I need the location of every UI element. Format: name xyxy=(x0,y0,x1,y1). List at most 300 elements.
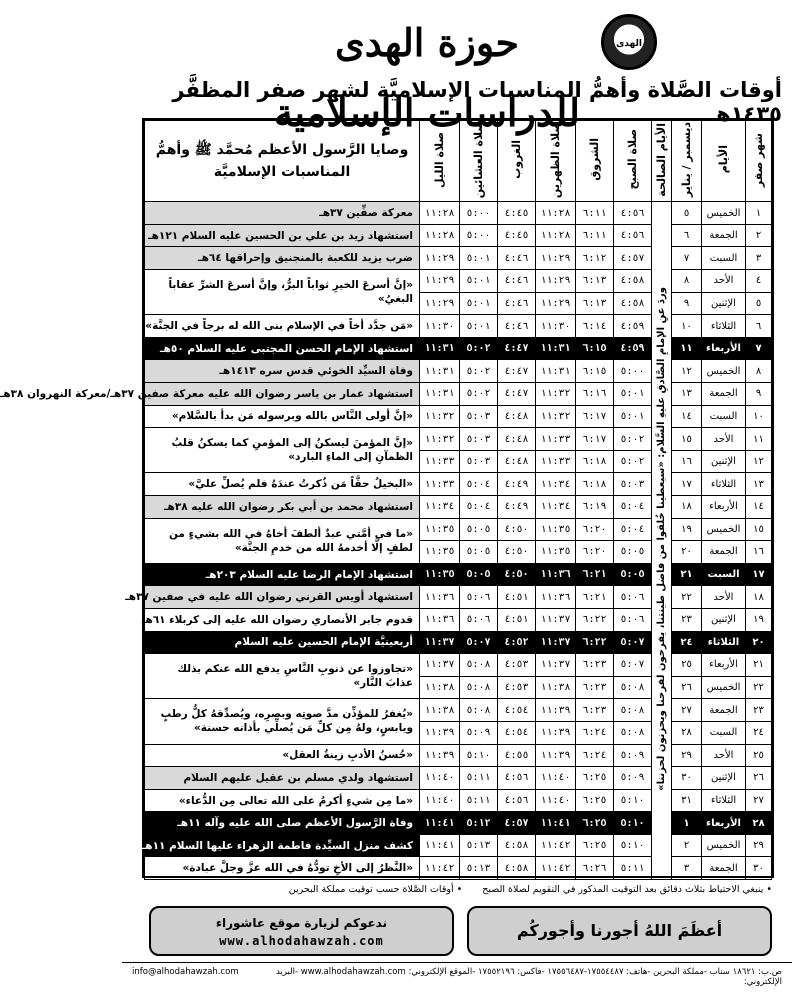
isha-time: ٥:٠١ xyxy=(460,292,498,315)
note-bahrain-time: • أوقات الصَّلاة حسب توقيت مملكة البحرين xyxy=(288,884,463,895)
fajr-time: ٥:٠١ xyxy=(614,405,652,428)
maghrib-time: ٤:٥٦ xyxy=(498,767,536,790)
occasion-cell: كشف منزل السيِّدة فاطمة الزهراء عليها السلام ١١هـ xyxy=(145,834,420,857)
greg-date: ٢٧ xyxy=(672,699,702,722)
safar-day: ٢٣ xyxy=(746,699,772,722)
greg-date: ١١ xyxy=(672,337,702,360)
layl-time: ١١:٢٨ xyxy=(420,202,460,225)
greg-date: ١٨ xyxy=(672,495,702,518)
shuruq-time: ٦:١٧ xyxy=(576,405,614,428)
footer-email[interactable]: info@alhodahawzah.com xyxy=(132,967,239,977)
shuruq-time: ٦:٢٠ xyxy=(576,518,614,541)
shuruq-time: ٦:١١ xyxy=(576,224,614,247)
shuruq-time: ٦:٢٢ xyxy=(576,631,614,654)
greg-date: ١٢ xyxy=(672,360,702,383)
table-row xyxy=(145,247,772,270)
greg-date: ٧ xyxy=(672,247,702,270)
zuhr-time: ١١:٣٧ xyxy=(536,654,576,677)
safar-day: ١٤ xyxy=(746,495,772,518)
fajr-time: ٥:٠٣ xyxy=(614,473,652,496)
zuhr-time: ١١:٤١ xyxy=(536,812,576,835)
fajr-time: ٥:١١ xyxy=(614,857,652,880)
table-row xyxy=(145,767,772,790)
col-fajr: صلاة الصبح xyxy=(614,121,652,202)
maghrib-time: ٤:٤٦ xyxy=(498,247,536,270)
greg-date: ٣٠ xyxy=(672,767,702,790)
maghrib-time: ٤:٤٦ xyxy=(498,270,536,293)
layl-time: ١١:٤٢ xyxy=(420,857,460,880)
zuhr-time: ١١:٢٩ xyxy=(536,270,576,293)
table-row xyxy=(145,563,772,586)
safar-day: ١٧ xyxy=(746,563,772,586)
fajr-time: ٥:٠١ xyxy=(614,383,652,406)
shuruq-time: ٦:١٧ xyxy=(576,428,614,451)
hadith-column xyxy=(652,202,672,880)
isha-time: ٥:٠٢ xyxy=(460,337,498,360)
shuruq-time: ٦:٢١ xyxy=(576,586,614,609)
greg-date: ٢٠ xyxy=(672,541,702,564)
occasion-cell: «النَّظرُ إلى الأخِ تودُّهُ في الله عزَّ وجلَّ عبادة» xyxy=(145,857,420,880)
isha-time: ٥:٠٣ xyxy=(460,405,498,428)
layl-time: ١١:٣٨ xyxy=(420,699,460,722)
maghrib-time: ٤:٥٣ xyxy=(498,676,536,699)
weekday: الخميس xyxy=(702,518,746,541)
safar-day: ٢٠ xyxy=(746,631,772,654)
layl-time: ١١:٣٢ xyxy=(420,428,460,451)
occasion-cell: استشهاد عمار بن ياسر رضوان الله عليه معركة صفين ٣٧هـ/معركة النهروان ٣٨هـ xyxy=(145,383,420,406)
weekday: الإثنين xyxy=(702,450,746,473)
layl-time: ١١:٤١ xyxy=(420,812,460,835)
isha-time: ٥:٠٦ xyxy=(460,608,498,631)
weekday: الجمعة xyxy=(702,224,746,247)
col-occasions: وصايا الرَّسول الأعظم مُحمَّد ﷺ وأهمُّ المناسبات الإسلاميَّة xyxy=(145,121,420,202)
table-row xyxy=(145,789,772,812)
layl-time: ١١:٣٢ xyxy=(420,405,460,428)
greg-date: ١٠ xyxy=(672,315,702,338)
isha-time: ٥:١١ xyxy=(460,767,498,790)
maghrib-time: ٤:٥٣ xyxy=(498,654,536,677)
isha-time: ٥:٠٣ xyxy=(460,450,498,473)
fajr-time: ٤:٥٩ xyxy=(614,315,652,338)
weekday: الخميس xyxy=(702,360,746,383)
note-fajr-caution: • ينبغي الاحتياط بثلاث دقائق بعد التوقيت المذكور في التقويم لصلاة الصبح xyxy=(482,884,772,895)
weekday: الثلاثاء xyxy=(702,631,746,654)
occasion-cell: قدوم جابر الأنصاري رضوان الله عليه إلى كربلاء ٦١هـ xyxy=(145,608,420,631)
weekday: الأربعاء xyxy=(702,337,746,360)
shuruq-time: ٦:١٤ xyxy=(576,315,614,338)
zuhr-time: ١١:٣٣ xyxy=(536,450,576,473)
zuhr-time: ١١:٤٢ xyxy=(536,857,576,880)
greg-date: ٨ xyxy=(672,270,702,293)
greg-date: ٣ xyxy=(672,857,702,880)
fajr-time: ٥:١٠ xyxy=(614,812,652,835)
zuhr-time: ١١:٢٨ xyxy=(536,202,576,225)
occasion-cell: أربعينيَّة الإمام الحسين عليه السلام xyxy=(145,631,420,654)
greg-date: ٢٩ xyxy=(672,744,702,767)
fajr-time: ٥:٠٦ xyxy=(614,608,652,631)
safar-day: ٢١ xyxy=(746,654,772,677)
maghrib-time: ٤:٥٨ xyxy=(498,857,536,880)
layl-time: ١١:٣٧ xyxy=(420,631,460,654)
maghrib-time: ٤:٥٠ xyxy=(498,518,536,541)
isha-time: ٥:١١ xyxy=(460,789,498,812)
fajr-time: ٥:٠٥ xyxy=(614,541,652,564)
zuhr-time: ١١:٣٦ xyxy=(536,563,576,586)
occasion-cell: استشهاد زيد بن علي بن الحسين عليه السلام ١٢١هـ xyxy=(145,224,420,247)
safar-day: ٢٥ xyxy=(746,744,772,767)
greg-date: ١٤ xyxy=(672,405,702,428)
weekday: الجمعة xyxy=(702,857,746,880)
weekday: الثلاثاء xyxy=(702,315,746,338)
weekday: الجمعة xyxy=(702,383,746,406)
occasion-cell: وفاة الرَّسول الأعظم صلى الله عليه وآله ١١هـ xyxy=(145,812,420,835)
website-box xyxy=(149,906,454,956)
greg-date: ١٦ xyxy=(672,450,702,473)
safar-day: ٢٨ xyxy=(746,812,772,835)
maghrib-time: ٤:٤٦ xyxy=(498,292,536,315)
zuhr-time: ١١:٣٧ xyxy=(536,631,576,654)
weekday: الإثنين xyxy=(702,292,746,315)
col-safar: شهر صفر xyxy=(746,121,772,202)
fajr-time: ٥:٠٨ xyxy=(614,721,652,744)
safar-day: ٧ xyxy=(746,337,772,360)
isha-time: ٥:٠٢ xyxy=(460,383,498,406)
table-row xyxy=(145,383,772,406)
zuhr-time: ١١:٣٤ xyxy=(536,473,576,496)
safar-day: ٥ xyxy=(746,292,772,315)
layl-time: ١١:٢٩ xyxy=(420,247,460,270)
occasion-cell: «مَن جدَّد أخاً في الإسلام بنى الله له برجاً في الجنَّة» xyxy=(145,315,420,338)
layl-time: ١١:٣٠ xyxy=(420,315,460,338)
layl-time: ١١:٣٣ xyxy=(420,450,460,473)
shuruq-time: ٦:٢٤ xyxy=(576,744,614,767)
layl-time: ١١:٣٥ xyxy=(420,541,460,564)
fajr-time: ٥:١٠ xyxy=(614,834,652,857)
maghrib-time: ٤:٤٧ xyxy=(498,360,536,383)
table-row xyxy=(145,428,772,451)
occasion-cell: «البخيلُ حقَّاً مَن ذُكرتُ عندَهُ فلم يُصلِّ عليَّ» xyxy=(145,473,420,496)
weekday: السبت xyxy=(702,405,746,428)
occasion-cell: «ما في أمَّتي عبدٌ ألطفَ أخاهُ في الله بشيءٍ من لطفٍ إلَّا أخدمهُ الله من خدمِ الجنَّة» xyxy=(145,518,420,563)
shuruq-time: ٦:٢٥ xyxy=(576,812,614,835)
fajr-time: ٤:٥٧ xyxy=(614,247,652,270)
zuhr-time: ١١:٣٨ xyxy=(536,676,576,699)
isha-time: ٥:٠٤ xyxy=(460,473,498,496)
table-row xyxy=(145,270,772,293)
notes xyxy=(142,884,772,895)
layl-time: ١١:٢٩ xyxy=(420,270,460,293)
table-row xyxy=(145,834,772,857)
zuhr-time: ١١:٣٩ xyxy=(536,744,576,767)
table-row xyxy=(145,360,772,383)
isha-time: ٥:٠١ xyxy=(460,247,498,270)
weekday: الأحد xyxy=(702,270,746,293)
isha-time: ٥:١٢ xyxy=(460,812,498,835)
fajr-time: ٥:٠٢ xyxy=(614,428,652,451)
zuhr-time: ١١:٣١ xyxy=(536,360,576,383)
occasion-cell: «إنَّ أسرعَ الخيرِ ثواباً البرُّ، وإنَّ أسرعَ الشرِّ عقاباً البغيُ» xyxy=(145,270,420,315)
safar-day: ١٣ xyxy=(746,473,772,496)
isha-time: ٥:٠٥ xyxy=(460,563,498,586)
website-url[interactable]: www.alhodahawzah.com xyxy=(219,934,384,948)
layl-time: ١١:٢٩ xyxy=(420,292,460,315)
maghrib-time: ٤:٤٥ xyxy=(498,202,536,225)
weekday: الأحد xyxy=(702,744,746,767)
safar-day: ١٢ xyxy=(746,450,772,473)
layl-time: ١١:٣٨ xyxy=(420,676,460,699)
col-isha: صلاة العشائين xyxy=(460,121,498,202)
maghrib-time: ٤:٤٥ xyxy=(498,224,536,247)
table-row xyxy=(145,315,772,338)
table-row xyxy=(145,586,772,609)
table-row xyxy=(145,495,772,518)
greg-date: ٢٦ xyxy=(672,676,702,699)
isha-time: ٥:٠٨ xyxy=(460,676,498,699)
zuhr-time: ١١:٣٢ xyxy=(536,405,576,428)
table-row xyxy=(145,631,772,654)
weekday: الجمعة xyxy=(702,541,746,564)
weekday: الأربعاء xyxy=(702,812,746,835)
zuhr-time: ١١:٣٦ xyxy=(536,586,576,609)
occasion-cell: معركة صفِّين ٣٧هـ xyxy=(145,202,420,225)
maghrib-time: ٤:٥٧ xyxy=(498,812,536,835)
layl-time: ١١:٤١ xyxy=(420,834,460,857)
table-row xyxy=(145,699,772,722)
safar-day: ١١ xyxy=(746,428,772,451)
fajr-time: ٥:٠٢ xyxy=(614,450,652,473)
shuruq-time: ٦:٢٣ xyxy=(576,676,614,699)
weekday: الأربعاء xyxy=(702,654,746,677)
zuhr-time: ١١:٣٤ xyxy=(536,495,576,518)
maghrib-time: ٤:٥٤ xyxy=(498,699,536,722)
occasion-cell: «إنَّ أولى النَّاس بالله وبرسوله مَن بدأ بالسَّلام» xyxy=(145,405,420,428)
zuhr-time: ١١:٢٩ xyxy=(536,292,576,315)
weekday: الأربعاء xyxy=(702,495,746,518)
zuhr-time: ١١:٣٣ xyxy=(536,428,576,451)
maghrib-time: ٤:٤٧ xyxy=(498,383,536,406)
maghrib-time: ٤:٥٨ xyxy=(498,834,536,857)
isha-time: ٥:٠٤ xyxy=(460,495,498,518)
fajr-time: ٥:٠٩ xyxy=(614,767,652,790)
zuhr-time: ١١:٣٥ xyxy=(536,541,576,564)
zuhr-time: ١١:٤٠ xyxy=(536,789,576,812)
greg-date: ٢٤ xyxy=(672,631,702,654)
shuruq-time: ٦:٢٢ xyxy=(576,608,614,631)
col-zuhr: صلاة الظهرين xyxy=(536,121,576,202)
greg-date: ٢٨ xyxy=(672,721,702,744)
zuhr-time: ١١:٣٥ xyxy=(536,518,576,541)
layl-time: ١١:٣٦ xyxy=(420,608,460,631)
greg-date: ١٧ xyxy=(672,473,702,496)
maghrib-time: ٤:٤٩ xyxy=(498,495,536,518)
website-invite: ندعوكم لزيارة موقع عاشوراء xyxy=(215,916,388,930)
fajr-time: ٥:٠٧ xyxy=(614,654,652,677)
safar-day: ٨ xyxy=(746,360,772,383)
occasion-cell: «إنَّ المؤمنَ ليسكنُ إلى المؤمنِ كما يسكنُ قلبُ الظمآنِ إلى الماءِ البارد» xyxy=(145,428,420,473)
col-greg: ديسمبر / يناير xyxy=(672,121,702,202)
isha-time: ٥:٠٥ xyxy=(460,518,498,541)
safar-day: ١٩ xyxy=(746,608,772,631)
shuruq-time: ٦:٢٥ xyxy=(576,789,614,812)
weekday: السبت xyxy=(702,721,746,744)
weekday: الإثنين xyxy=(702,767,746,790)
col-day: الأيام xyxy=(702,121,746,202)
zuhr-time: ١١:٤٢ xyxy=(536,834,576,857)
layl-time: ١١:٣٩ xyxy=(420,721,460,744)
page-title: أوقات الصَّلاة وأهمُّ المناسبات الإسلاميَّة لشهر صفر المظفَّر ١٤٣٥هـ xyxy=(172,78,782,126)
layl-time: ١١:٣٧ xyxy=(420,654,460,677)
fajr-time: ٤:٥٨ xyxy=(614,270,652,293)
shuruq-time: ٦:١٥ xyxy=(576,337,614,360)
maghrib-time: ٤:٥٠ xyxy=(498,541,536,564)
shuruq-time: ٦:١٨ xyxy=(576,473,614,496)
occasion-cell: ضرب يزيد للكعبة بالمنجنيق وإحراقها ٦٤هـ xyxy=(145,247,420,270)
isha-time: ٥:٠٩ xyxy=(460,721,498,744)
occasion-cell: «يُغفرُ للمؤذِّن مدَّ صوتِه وبصرِه، ويُصدِّقهُ كلُّ رطبٍ ويابسٍ، ولهُ مِن كلِّ مَن يُصلِّي بأذانه حسنة» xyxy=(145,699,420,744)
safar-day: ٢٩ xyxy=(746,834,772,857)
fajr-time: ٤:٥٨ xyxy=(614,292,652,315)
col-hadith: الأيام الصالحة xyxy=(652,121,672,202)
weekday: السبت xyxy=(702,247,746,270)
greg-date: ١٣ xyxy=(672,383,702,406)
shuruq-time: ٦:١٢ xyxy=(576,247,614,270)
fajr-time: ٥:٠٠ xyxy=(614,360,652,383)
isha-time: ٥:٠٣ xyxy=(460,428,498,451)
shuruq-time: ٦:٢١ xyxy=(576,563,614,586)
isha-time: ٥:١٣ xyxy=(460,857,498,880)
greg-date: ٣١ xyxy=(672,789,702,812)
layl-time: ١١:٣١ xyxy=(420,383,460,406)
fajr-time: ٥:٠٦ xyxy=(614,586,652,609)
shuruq-time: ٦:٢٥ xyxy=(576,767,614,790)
safar-day: ٦ xyxy=(746,315,772,338)
isha-time: ٥:٠٦ xyxy=(460,586,498,609)
safar-day: ٣ xyxy=(746,247,772,270)
table-row xyxy=(145,812,772,835)
maghrib-time: ٤:٥١ xyxy=(498,586,536,609)
greg-date: ٢٢ xyxy=(672,586,702,609)
logo-text: الهدى xyxy=(616,39,642,49)
occasion-cell: استشهاد محمد بن أبي بكر رضوان الله عليه ٣٨هـ xyxy=(145,495,420,518)
table-row xyxy=(145,473,772,496)
safar-day: ١٨ xyxy=(746,586,772,609)
safar-day: ٩ xyxy=(746,383,772,406)
weekday: الأحد xyxy=(702,428,746,451)
layl-time: ١١:٣١ xyxy=(420,337,460,360)
zuhr-time: ١١:٣٢ xyxy=(536,383,576,406)
layl-time: ١١:٣٤ xyxy=(420,495,460,518)
occasion-cell: استشهاد أويس القرني رضوان الله عليه في صفين ٣٧هـ xyxy=(145,586,420,609)
weekday: الإثنين xyxy=(702,608,746,631)
fajr-time: ٥:١٠ xyxy=(614,789,652,812)
brand-calligraphy: حوزة الهدى للدراسات الإسلامية xyxy=(274,20,580,135)
greg-date: ١٥ xyxy=(672,428,702,451)
zuhr-time: ١١:٢٨ xyxy=(536,224,576,247)
layl-time: ١١:٣٦ xyxy=(420,586,460,609)
maghrib-time: ٤:٥٦ xyxy=(498,789,536,812)
safar-day: ٢٧ xyxy=(746,789,772,812)
maghrib-time: ٤:٥٠ xyxy=(498,563,536,586)
greg-date: ٩ xyxy=(672,292,702,315)
shuruq-time: ٦:٢٠ xyxy=(576,541,614,564)
occasion-cell: استشهاد الإمام الرضا عليه السلام ٢٠٣هـ xyxy=(145,563,420,586)
fajr-time: ٥:٠٤ xyxy=(614,518,652,541)
safar-day: ١٦ xyxy=(746,541,772,564)
shuruq-time: ٦:١٣ xyxy=(576,270,614,293)
safar-day: ٢٢ xyxy=(746,676,772,699)
isha-time: ٥:١٠ xyxy=(460,744,498,767)
fajr-time: ٤:٥٦ xyxy=(614,224,652,247)
fajr-time: ٥:٠٩ xyxy=(614,744,652,767)
isha-time: ٥:٠١ xyxy=(460,315,498,338)
layl-time: ١١:٤٠ xyxy=(420,767,460,790)
occasion-cell: «حُسنُ الأدبِ زينةُ العقل» xyxy=(145,744,420,767)
safar-day: ٣٠ xyxy=(746,857,772,880)
weekday: الثلاثاء xyxy=(702,473,746,496)
col-shuruq: الشروق xyxy=(576,121,614,202)
fajr-time: ٤:٥٩ xyxy=(614,337,652,360)
safar-day: ١ xyxy=(746,202,772,225)
shuruq-time: ٦:٢٤ xyxy=(576,721,614,744)
greg-date: ٢٣ xyxy=(672,608,702,631)
occasion-cell: وفاة السيِّد الخوئي قدس سره ١٤١٣هـ xyxy=(145,360,420,383)
layl-time: ١١:٣٥ xyxy=(420,518,460,541)
table-row xyxy=(145,744,772,767)
greg-date: ٢١ xyxy=(672,563,702,586)
hadith-text: وردَ عنِ الإمامِ الصَّادقِ عليهِ السَّلام: «سيعطينا خُلقوا من فاضل طينتنا، يفرحون لفرحنا ويحزنون لحزننا» xyxy=(655,287,667,792)
safar-day: ١٠ xyxy=(746,405,772,428)
occasion-cell: «تجاوزوا عن ذنوبِ النَّاسِ يدفع الله عنكم بذلك عذابَ النَّار» xyxy=(145,654,420,699)
safar-day: ١٥ xyxy=(746,518,772,541)
shuruq-time: ٦:٢٣ xyxy=(576,699,614,722)
fajr-time: ٥:٠٨ xyxy=(614,699,652,722)
greg-date: ٥ xyxy=(672,202,702,225)
shuruq-time: ٦:١٩ xyxy=(576,495,614,518)
greg-date: ٢ xyxy=(672,834,702,857)
weekday: الخميس xyxy=(702,676,746,699)
table-row xyxy=(145,337,772,360)
table-row xyxy=(145,518,772,541)
shuruq-time: ٦:٢٥ xyxy=(576,834,614,857)
table-row xyxy=(145,857,772,880)
weekday: الخميس xyxy=(702,202,746,225)
isha-time: ٥:٠٠ xyxy=(460,224,498,247)
prayer-times-table xyxy=(0,118,774,878)
page-header xyxy=(122,0,792,135)
shuruq-time: ٦:١١ xyxy=(576,202,614,225)
fajr-time: ٥:٠٤ xyxy=(614,495,652,518)
zuhr-time: ١١:٣١ xyxy=(536,337,576,360)
maghrib-time: ٤:٤٨ xyxy=(498,405,536,428)
maghrib-time: ٤:٤٦ xyxy=(498,315,536,338)
zuhr-time: ١١:٣٩ xyxy=(536,699,576,722)
zuhr-time: ١١:٢٩ xyxy=(536,247,576,270)
shuruq-time: ٦:١٥ xyxy=(576,360,614,383)
fajr-time: ٥:٠٥ xyxy=(614,563,652,586)
layl-time: ١١:٢٨ xyxy=(420,224,460,247)
isha-time: ٥:٠٢ xyxy=(460,360,498,383)
occasion-cell: «ما مِن شيءٍ أكرمُ على الله تعالى مِن الدُّعاء» xyxy=(145,789,420,812)
greg-date: ٦ xyxy=(672,224,702,247)
isha-time: ٥:٠٥ xyxy=(460,541,498,564)
isha-time: ٥:٠٨ xyxy=(460,699,498,722)
maghrib-time: ٤:٤٨ xyxy=(498,450,536,473)
weekday: الخميس xyxy=(702,834,746,857)
maghrib-time: ٤:٥٢ xyxy=(498,631,536,654)
maghrib-time: ٤:٥٥ xyxy=(498,744,536,767)
maghrib-time: ٤:٤٨ xyxy=(498,428,536,451)
occasion-cell: استشهاد الإمام الحسن المجتبى عليه السلام ٥٠هـ xyxy=(145,337,420,360)
